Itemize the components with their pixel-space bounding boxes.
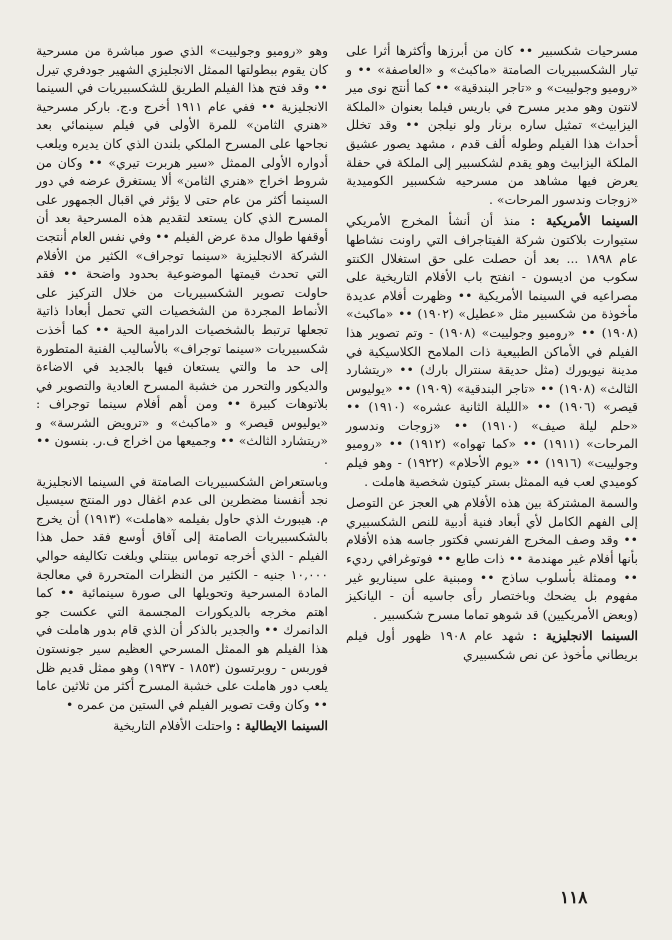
paragraph-text: شهد عام ١٩٠٨ ظهور أول فيلم بريطاني مأخوذ عن نص شكسبيري bbox=[346, 628, 638, 662]
paragraph bbox=[346, 212, 638, 491]
paragraph bbox=[346, 494, 638, 624]
section-heading-english-cinema: السينما الانجليزية : bbox=[532, 628, 638, 644]
paragraph-text: وباستعراض الشكسبيريات الصامتة في السينما الانجليزية نجد أنفسنا مضطرين الى عدم اغفال دور المنتج سيسيل م. هيبورث الذي حاول بفيلمه «هاملت» (١٩١٣) أن يخرج بالشكسبيريات الصامتة إلى آفاق أوسع فقد حمل هذا الفيلم - الذي أخرجه توماس بينتلي وبلغت تكاليفه حوالي ١٠,٠٠٠ جنيه - الكثير من النظرات المتحررة في معالجة المادة المسرحية وتحويلها الى صورة سينمائية •• كما اهتم مخرجه بالديكورات المجسمة التي عكست جو الدانمرك •• والجدير بالذكر أن الذي قام بدور هاملت في هذا الفيلم هو الممثل المسرحي العظيم سير جونستون فوربس - روبرتسون (١٨٥٣ - ١٩٣٧) وهو ممثل قديم ظل يلعب دور هاملت على خشبة المسرح أكثر من ثلاثين عاما •• وكان وقت تصوير الفيلم في الستين من عمره • bbox=[36, 473, 328, 712]
section-heading-american-cinema: السينما الأمريكية : bbox=[530, 213, 638, 229]
paragraph bbox=[36, 42, 328, 470]
paragraph-text: منذ أن أنشأ المخرج الأمريكي ستيوارت بلاكتون شركة الفيتاجراف التي راونت نشاطها عام ١٨٩٨ ... بعد أن حصلت على حق استغلال الكنتو سكوب من اديسون - انفتح باب الأفلام التاريخية على مصراعيه في السينما الأمريكية •• وظهرت أفلام عديدة مأخوذة من شكسبير مثل «عطيل» (١٩٠٢) •• «ماكبث» (١٩٠٨) •• «روميو وجولييت» (١٩٠٨) - وتم تصوير هذا الفيلم في الأماكن الطبيعية ذات الملامح الكلاسيكية في مدينة نيويورك (مثل حديقة سنترال بارك) •• «ريتشارد الثالث» (١٩٠٨) •• «تاجر البندقية» (١٩٠٩) •• «يوليوس قيصر» (١٩٠٦) •• «الليلة الثانية عشره» (١٩١٠) •• «حلم ليلة صيف» (١٩١٠) •• «زوجات وندسور المرحات» (١٩١١) •• «كما تهواه» (١٩١٢) •• «روميو وجولييت» (١٩١٦) •• «يوم الأحلام» (١٩٢٢) - وهو فيلم كوميدي لعب فيه الممثل بستر كيتون شخصية هاملت . bbox=[346, 213, 639, 489]
paragraph bbox=[346, 42, 638, 209]
section-heading-italian-cinema: السينما الايطالية : bbox=[236, 718, 328, 734]
paragraph bbox=[36, 473, 328, 715]
paragraph bbox=[36, 717, 328, 736]
paragraph-text: مسرحيات شكسبير •• كان من أبرزها وأكثرها أثرا على تيار الشكسبيريات الصامتة «ماكبث» و «العاصفة» •• و «روميو وجولييت» و «تاجر البندقية» •• كما أنتج نوى مير لانتون وهو مدير مسرح في باريس فيلما بعنوان «الملكة اليزابيث» تمثيل ساره برنار ولو نيلجن •• وقد تخلل أحداث هذا الفيلم وطوله ألف قدم ، مشهد يصور عشيق الملكة اليزابيث وهو يقدم لشكسبير إلى الملكة في حفلة يعرض فيها مشاهد من مسرحيه شكسبير الكوميدية «زوجات وندسور المرحات» . bbox=[346, 43, 638, 207]
right-column bbox=[346, 42, 638, 665]
page-number: ١١٨ bbox=[560, 888, 588, 908]
paragraph-text: وهو «روميو وجولييت» الذي صور مباشرة من مسرحية كان يقوم ببطولتها الممثل الانجليزي الشهير جودفري تيرل •• وقد فتح هذا الفيلم الطريق للشكسبيريات في السينما الانجليزية •• ففي عام ١٩١١ أخرج و.ج. باركر مسرحية «هنري الثامن» للمرة الأولى في فيلم سينمائي بعد نجاحها على المسرح الملكي بلندن الذي كان يديره ويلعب أدواره الأولى الممثل «سير هربرت تيري» •• وكان من شروط اخراج «هنري الثامن» ألا يستغرق عرضه في دور السينما أكثر من عام حتى لا يؤثر في اقبال الجمهور على المسرح الذي كان يستعد لتقديم هذه المسرحية بعد أن أوقفها طوال مدة عرض الفيلم •• وفي نفس العام أنتجت الشركة الانجليزية «سينما توجراف» الكثير من الأفلام التي تحدث قيمتها الموضوعية بحدود واضحة •• فقد حاولت تصوير الشكسبيريات من خلال التركيز على الأنماط المجردة من الشخصيات التي تحمل أبعادا ذاتية تجعلها ترتبط بالشخصيات الدرامية الحية •• كما أخذت شكسبيريات «سينما توجراف» بالأساليب الفنية المتطورة إلى حد ما والتي يستعان فيها بالجديد في الاضاءة والديكور والتحرر من خشبة المسرح العادية والتصوير في بلاتوهات كبيرة •• ومن أهم أفلام سينما توجراف : «يوليوس قيصر» و «ماكبث» و «ترويض الشرسة» و «ريتشارد الثالث» •• وجميعها من اخراج ف.ر. بنسون •• . bbox=[36, 43, 328, 468]
paragraph-text: والسمة المشتركة بين هذه الأفلام هي العجز عن التوصل إلى الفهم الكامل لأي أبعاد فنية أدبية للنص الشكسبيري •• وقد وصف المخرج الفرنسي فكتور جاسه هذه الأفلام بأنها أفلام غير مهندمة •• ذات طابع •• فوتوغرافي رديء •• وممثلة بأسلوب ساذج •• ومبنية على سيناريو غير مفهوم بل يضحك وباختصار رأى جاسيه أن - اليانكيز (وبعض الأمريكيين) قد شوهو تماما مسرح شكسبير . bbox=[346, 495, 638, 622]
left-column bbox=[36, 42, 328, 736]
paragraph bbox=[346, 627, 638, 664]
paragraph-text: واحتلت الأفلام التاريخية bbox=[113, 718, 233, 734]
